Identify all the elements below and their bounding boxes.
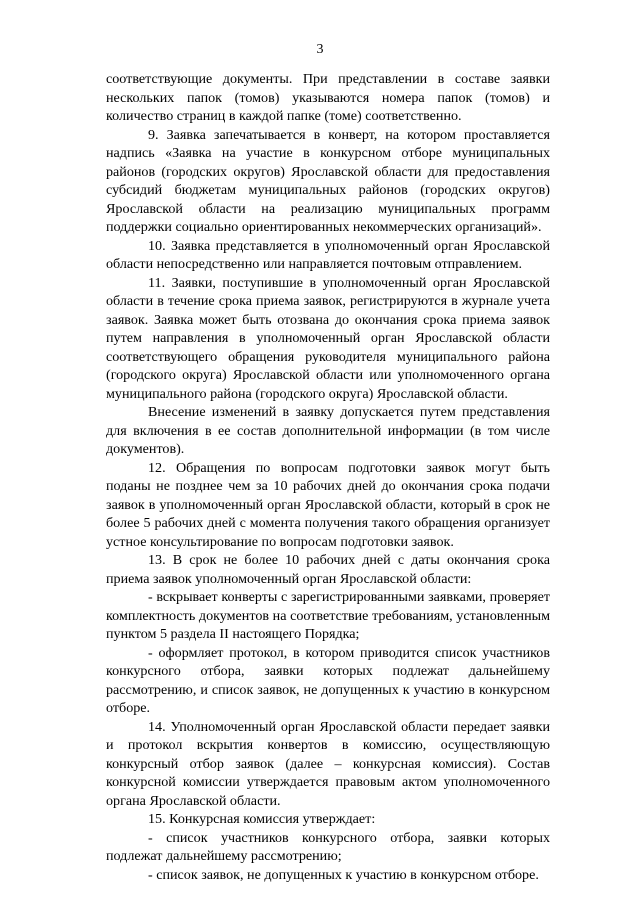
paragraph-item-9: 9. Заявка запечатывается в конверт, на котором проставляется надпись «Заявка на участие в конкурсном отборе муниципальных районов (городских округов) Ярославской области для предоставления субсидий бюджетам муниципальных районов (городских округов) Ярославской области на реализацию муниципальных программ поддержки социально ориентированных некоммерческих организаций». <box>106 126 550 235</box>
paragraph-item-15: 15. Конкурсная комиссия утверждает: <box>148 811 376 827</box>
paragraph-item-13: 13. В срок не более 10 рабочих дней с даты окончания срока приема заявок уполномоченный орган Ярославской области: <box>106 552 550 587</box>
paragraph-item-14: 14. Уполномоченный орган Ярославской области передает заявки и протокол вскрытия конвертов в комиссию, осуществляющую конкурсный отбор заявок (далее – конкурсная комиссия). Состав конкурсной комиссии утверждается правовым актом уполномоченного органа Ярославской области. <box>106 718 550 809</box>
list-item-participants: - список участников конкурсного отбора, заявки которых подлежат дальнейшему рассмотрению; <box>106 829 550 864</box>
document-body <box>106 70 550 884</box>
page-number: 3 <box>316 42 324 57</box>
paragraph-item-12: 12. Обращения по вопросам подготовки заявок могут быть поданы не позднее чем за 10 рабочих дней до окончания срока подачи заявок в уполномоченный орган Ярославской области, который в срок не более 5 рабочих дней с момента получения такого обращения организует устное консультирование по вопросам подготовки заявок. <box>106 459 550 550</box>
list-item-rejected: - список заявок, не допущенных к участию в конкурсном отборе. <box>148 866 539 883</box>
paragraph-item-11: 11. Заявки, поступившие в уполномоченный орган Ярославской области в течение срока приема заявок, регистрируются в журнале учета заявок. Заявка может быть отозвана до окончания срока приема заявок путем направления в уполномоченный орган Ярославской области соответствующего обращения руководителя муниципального района (городского округа) Ярославской области или уполномоченного органа муниципального района (городского округа) Ярославской области. <box>106 274 550 402</box>
paragraph-continuation: соответствующие документы. При представлении в составе заявки нескольких папок (томов) указываются номера папок (томов) и количество страниц в каждой папке (томе) соответственно. <box>106 71 550 124</box>
paragraph-amendments: Внесение изменений в заявку допускается путем представления для включения в ее состав дополнительной информации (в том числе документов). <box>106 404 550 457</box>
list-item-open-envelopes: - вскрывает конверты с зарегистрированными заявками, проверяет комплектность документов на соответствие требованиям, установленным пунктом 5 раздела II настоящего Порядка; <box>106 589 550 642</box>
list-item-protocol: - оформляет протокол, в котором приводится список участников конкурсного отбора, заявки которых подлежат дальнейшему рассмотрению, и список заявок, не допущенных к участию в конкурсном отборе. <box>106 644 550 716</box>
paragraph-item-10: 10. Заявка представляется в уполномоченный орган Ярославской области непосредственно или направляется почтовым отправлением. <box>106 237 550 272</box>
